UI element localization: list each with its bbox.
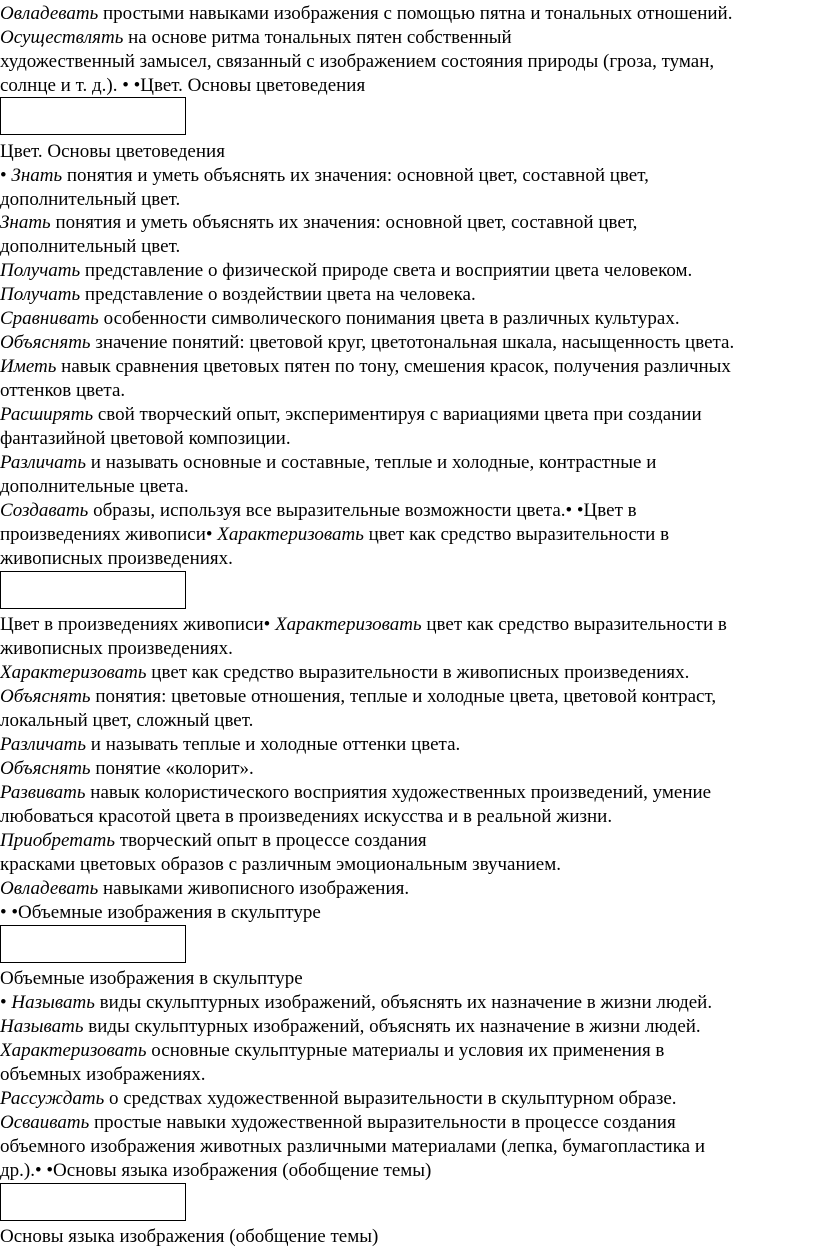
- text-run: понятия: цветовые отношения, теплые и холодные цвета, цветовой контраст,: [90, 686, 717, 707]
- text-line: [0, 709, 253, 732]
- text-run: живописных произведениях.: [0, 638, 233, 659]
- section-heading: [0, 1225, 378, 1248]
- text-run: оттенков цвета.: [0, 380, 126, 401]
- text-run: объемных изображениях.: [0, 1064, 206, 1085]
- text-line: [0, 1159, 431, 1182]
- text-line: [0, 547, 233, 570]
- text-line: [0, 355, 731, 378]
- action-verb: Приобретать: [0, 830, 116, 851]
- text-run: цвет как средство выразительности в: [421, 614, 727, 635]
- text-line: [0, 1015, 701, 1038]
- text-run: •: [0, 165, 12, 186]
- action-verb: Сравнивать: [0, 308, 99, 329]
- text-run: виды скульптурных изображений, объяснять их назначение в жизни людей.: [83, 1016, 701, 1037]
- placeholder-box: [0, 925, 186, 963]
- text-line: [0, 805, 612, 828]
- text-line: [0, 211, 637, 234]
- text-line: [0, 235, 180, 258]
- action-verb: Называть: [11, 992, 95, 1013]
- text-line: [0, 26, 512, 49]
- text-run: виды скульптурных изображений, объяснять их назначение в жизни людей.: [94, 992, 713, 1013]
- text-line: [0, 259, 692, 282]
- action-verb: Расширять: [0, 404, 94, 425]
- text-line: [0, 1087, 677, 1110]
- text-run: понятия и уметь объяснять их значения: основной цвет, составной цвет,: [62, 165, 649, 186]
- action-verb: Объяснять: [0, 758, 91, 779]
- text-run: и называть теплые и холодные оттенки цвета.: [86, 734, 461, 755]
- text-line: [0, 877, 409, 900]
- text-line: [0, 331, 734, 354]
- text-run: любоваться красотой цвета в произведениях искусства и в реальной жизни.: [0, 806, 613, 827]
- text-line: [0, 661, 689, 684]
- action-verb: Получать: [0, 260, 81, 281]
- text-line: [0, 901, 321, 924]
- text-run: дополнительный цвет.: [0, 236, 181, 257]
- action-verb: Развивать: [0, 782, 86, 803]
- text-run: свой творческий опыт, экспериментируя с вариациями цвета при создании: [93, 404, 702, 425]
- text-run: простые навыки художественной выразительности в процессе создания: [89, 1112, 676, 1133]
- text-line: [0, 451, 656, 474]
- text-run: навык колористического восприятия художественных произведений, умение: [85, 782, 712, 803]
- text-line: [0, 1039, 664, 1062]
- action-verb: Осуществлять: [0, 27, 124, 48]
- text-run: Основы языка изображения (обобщение темы): [0, 1226, 379, 1247]
- text-line: [0, 475, 189, 498]
- action-verb: Называть: [0, 1016, 84, 1037]
- text-line: [0, 379, 125, 402]
- action-verb: Овладевать: [0, 878, 99, 899]
- text-run: навык сравнения цветовых пятен по тону, смешения красок, получения различных: [56, 356, 731, 377]
- text-run: понятие «колорит».: [90, 758, 254, 779]
- text-run: солнце и т. д.). • •Цвет. Основы цветоведения: [0, 75, 366, 96]
- action-verb: Характеризовать: [275, 614, 422, 635]
- text-run: особенности символического понимания цвета в различных культурах.: [98, 308, 680, 329]
- text-line: [0, 74, 365, 97]
- text-run: произведениях живописи•: [0, 524, 218, 545]
- action-verb: Характеризовать: [0, 662, 147, 683]
- text-line: [0, 2, 732, 25]
- text-line: [0, 307, 680, 330]
- text-run: представление о воздействии цвета на человека.: [80, 284, 476, 305]
- text-line: [0, 1135, 705, 1158]
- text-run: навыками живописного изображения.: [98, 878, 410, 899]
- text-line: [0, 283, 476, 306]
- text-run: дополнительный цвет.: [0, 189, 181, 210]
- action-verb: Характеризовать: [217, 524, 364, 545]
- text-line: [0, 403, 702, 426]
- text-run: локальный цвет, сложный цвет.: [0, 710, 254, 731]
- text-run: образы, используя все выразительные возможности цвета.• •Цвет в: [88, 500, 637, 521]
- text-run: Цвет в произведениях живописи•: [0, 614, 276, 635]
- text-run: представление о физической природе света и восприятии цвета человеком.: [80, 260, 693, 281]
- text-line: [0, 733, 460, 756]
- text-run: понятия и уметь объяснять их значения: основной цвет, составной цвет,: [50, 212, 638, 233]
- text-run: простыми навыками изображения с помощью пятна и тональных отношений.: [98, 3, 733, 24]
- text-line: [0, 164, 649, 187]
- text-run: объемного изображения животных различными материалами (лепка, бумагопластика и: [0, 1136, 706, 1157]
- action-verb: Создавать: [0, 500, 89, 521]
- text-run: творческий опыт в процессе создания: [115, 830, 427, 851]
- text-line: [0, 427, 291, 450]
- text-run: дополнительные цвета.: [0, 476, 189, 497]
- action-verb: Знать: [11, 165, 63, 186]
- text-line: [0, 991, 712, 1014]
- text-run: художественный замысел, связанный с изображением состояния природы (гроза, туман,: [0, 51, 715, 72]
- text-line: [0, 523, 669, 546]
- action-verb: Различать: [0, 734, 87, 755]
- text-run: •: [0, 992, 12, 1013]
- action-verb: Осваивать: [0, 1112, 90, 1133]
- text-run: цвет как средство выразительности в живописных произведениях.: [146, 662, 690, 683]
- action-verb: Рассуждать: [0, 1088, 105, 1109]
- text-line: [0, 781, 711, 804]
- text-line: [0, 1111, 676, 1134]
- section-heading: [0, 613, 727, 636]
- action-verb: Объяснять: [0, 686, 91, 707]
- text-run: на основе ритма тональных пятен собственный: [123, 27, 512, 48]
- text-line: [0, 685, 716, 708]
- action-verb: Характеризовать: [0, 1040, 147, 1061]
- text-run: о средствах художественной выразительности в скульптурном образе.: [104, 1088, 677, 1109]
- text-run: основные скульптурные материалы и условия их применения в: [146, 1040, 665, 1061]
- action-verb: Объяснять: [0, 332, 91, 353]
- text-run: значение понятий: цветовой круг, цветотональная шкала, насыщенность цвета.: [90, 332, 735, 353]
- action-verb: Овладевать: [0, 3, 99, 24]
- action-verb: Иметь: [0, 356, 57, 377]
- section-heading: [0, 140, 225, 163]
- text-line: [0, 1063, 205, 1086]
- text-run: красками цветовых образов с различным эмоциональным звучанием.: [0, 854, 561, 875]
- action-verb: Различать: [0, 452, 87, 473]
- text-line: [0, 853, 561, 876]
- action-verb: Получать: [0, 284, 81, 305]
- section-heading: [0, 967, 303, 990]
- text-run: Объемные изображения в скульптуре: [0, 968, 303, 989]
- text-line: [0, 757, 254, 780]
- text-run: цвет как средство выразительности в: [363, 524, 670, 545]
- action-verb: Знать: [0, 212, 51, 233]
- placeholder-box: [0, 571, 186, 609]
- text-run: Цвет. Основы цветоведения: [0, 141, 225, 162]
- text-line: [0, 50, 714, 73]
- text-line: [0, 499, 637, 522]
- text-run: • •Объемные изображения в скульптуре: [0, 902, 321, 923]
- text-line: [0, 188, 180, 211]
- placeholder-box: [0, 97, 186, 135]
- text-line: [0, 637, 233, 660]
- placeholder-box: [0, 1183, 186, 1221]
- text-run: живописных произведениях.: [0, 548, 233, 569]
- text-run: фантазийной цветовой композиции.: [0, 428, 291, 449]
- text-line: [0, 829, 427, 852]
- text-run: и называть основные и составные, теплые и холодные, контрастные и: [86, 452, 657, 473]
- text-run: др.).• •Основы языка изображения (обобщение темы): [0, 1160, 432, 1181]
